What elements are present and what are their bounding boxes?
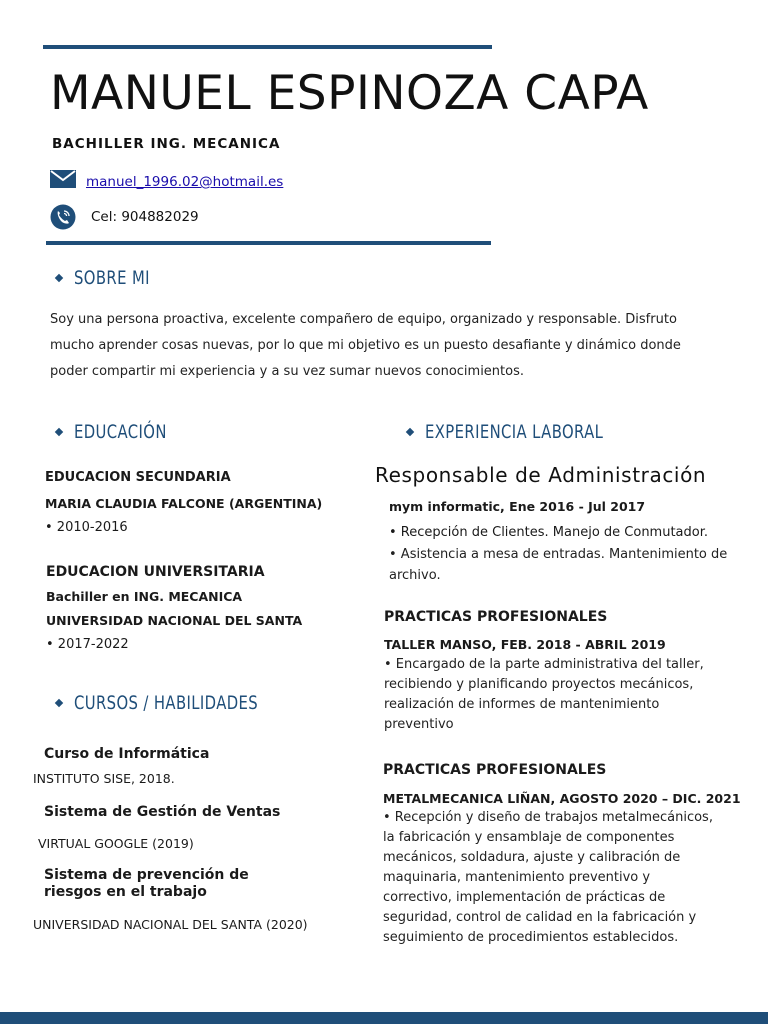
diamond-bullet-icon	[406, 428, 414, 436]
job-2-description: • Encargado de la parte administrativa del taller, recibiendo y planificando proyectos mecánicos, realización de informes de mantenimiento preventivo	[384, 657, 704, 732]
course-3-title-line1: Sistema de prevención de	[44, 867, 249, 883]
edu-secundaria-title: EDUCACION SECUNDARIA	[45, 470, 231, 485]
candidate-name: MANUEL ESPINOZA CAPA	[50, 66, 649, 121]
email-link[interactable]: manuel_1996.02@hotmail.es	[86, 174, 284, 190]
edu-universitaria-degree: Bachiller en ING. MECANICA	[46, 589, 243, 604]
section-cursos-heading	[56, 692, 310, 714]
section-title: EDUCACIÓN	[74, 421, 167, 443]
section-title: EXPERIENCIA LABORAL	[425, 421, 604, 443]
footer-bar	[0, 1012, 768, 1024]
candidate-title: BACHILLER ING. MECANICA	[52, 136, 281, 152]
job-3-description: • Recepción y diseño de trabajos metalmecánicos, la fabricación y ensamblaje de componentes mecánicos, soldadura, ajuste y calibración de maquinaria, mantenimiento preventivo y correctivo, implementación de prácticas de seguridad, control de calidad en la fabricación y seguimiento de procedimientos establecidos.	[383, 810, 713, 945]
course-3-title-line2: riesgos en el trabajo	[44, 884, 207, 900]
section-title: CURSOS / HABILIDADES	[74, 692, 259, 714]
edu-universitaria-title: EDUCACION UNIVERSITARIA	[46, 564, 265, 580]
header-bottom-rule	[46, 241, 491, 245]
edu-universitaria-school: UNIVERSIDAD NACIONAL DEL SANTA	[46, 613, 303, 628]
course-1-institution: INSTITUTO SISE, 2018.	[33, 771, 175, 786]
course-3-institution: UNIVERSIDAD NACIONAL DEL SANTA (2020)	[33, 917, 308, 932]
job-1-title: Responsable de Administración	[375, 463, 707, 487]
mail-icon	[50, 170, 76, 188]
job-2-company: TALLER MANSO, FEB. 2018 - ABRIL 2019	[384, 637, 666, 652]
section-title: SOBRE MI	[74, 267, 150, 289]
job-1-bullet-1: • Recepción de Clientes. Manejo de Conmutador.	[389, 525, 709, 540]
job-1-bullet-2: • Asistencia a mesa de entradas. Mantenimiento de archivo.	[389, 547, 728, 583]
job-3-title: PRACTICAS PROFESIONALES	[383, 762, 607, 778]
section-sobre-mi-heading	[56, 267, 171, 289]
job-2-title: PRACTICAS PROFESIONALES	[384, 609, 608, 625]
edu-secundaria-school: MARIA CLAUDIA FALCONE (ARGENTINA)	[45, 496, 323, 511]
phone-number: Cel: 904882029	[91, 209, 199, 225]
course-1-title: Curso de Informática	[44, 746, 210, 762]
diamond-bullet-icon	[55, 428, 63, 436]
edu-secundaria-years: • 2010-2016	[45, 520, 128, 535]
course-2-institution: VIRTUAL GOOGLE (2019)	[38, 836, 194, 851]
edu-universitaria-years: • 2017-2022	[46, 637, 129, 652]
job-3-company: METALMECANICA LIÑAN, AGOSTO 2020 – DIC. 2021	[383, 791, 741, 806]
phone-icon	[50, 204, 76, 230]
diamond-bullet-icon	[55, 699, 63, 707]
about-paragraph: Soy una persona proactiva, excelente compañero de equipo, organizado y responsable. Disfruto mucho aprender cosas nuevas, por lo que mi objetivo es un puesto desafiante y dinámico donde poder compartir mi experiencia y a su vez sumar nuevos conocimientos.	[50, 312, 681, 379]
job-1-company: mym informatic, Ene 2016 - Jul 2017	[389, 499, 646, 514]
diamond-bullet-icon	[55, 274, 63, 282]
course-2-title: Sistema de Gestión de Ventas	[44, 804, 281, 820]
section-experiencia-heading	[407, 421, 654, 443]
top-rule	[43, 45, 492, 49]
section-educacion-heading	[56, 421, 193, 443]
